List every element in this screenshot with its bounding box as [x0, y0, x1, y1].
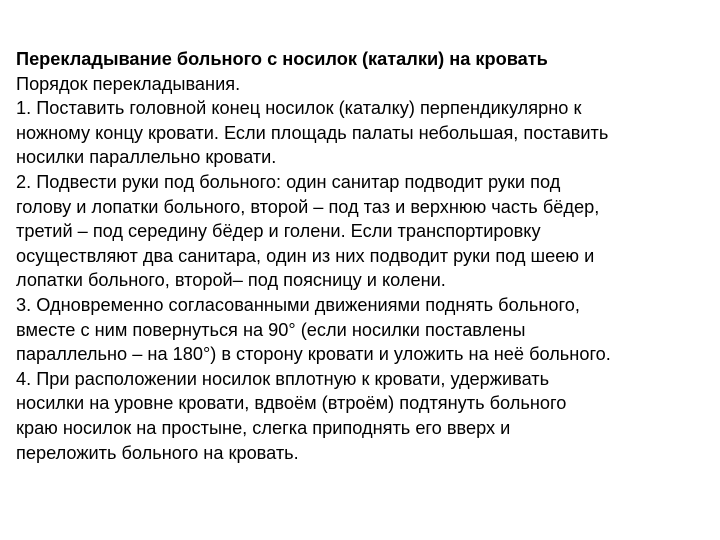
text-line: 1. Поставить головной конец носилок (каталку) перпендикулярно к	[16, 98, 582, 119]
text-line: ножному концу кровати. Если площадь палаты небольшая, поставить	[16, 122, 609, 143]
text-line: 4. При расположении носилок вплотную к кровати, удерживать	[16, 368, 550, 389]
text-line: Порядок перекладывания.	[16, 73, 241, 94]
text-line: носилки параллельно кровати.	[16, 147, 277, 168]
text-line: краю носилок на простыне, слегка приподнять его вверх и	[16, 417, 511, 438]
text-line: осуществляют два санитара, один из них подводит руки под шеею и	[16, 245, 595, 266]
text-line: 2. Подвести руки под больного: один санитар подводит руки под	[16, 171, 561, 192]
document-body	[16, 47, 716, 465]
text-line: лопатки больного, второй– под поясницу и колени.	[16, 270, 446, 291]
text-line: 3. Одновременно согласованными движениями поднять больного,	[16, 294, 580, 315]
text-line: переложить больного на кровать.	[16, 442, 299, 463]
text-line: вместе с ним повернуться на 90° (если носилки поставлены	[16, 319, 526, 340]
text-line: голову и лопатки больного, второй – под таз и верхнюю часть бёдер,	[16, 196, 600, 217]
text-line: параллельно – на 180°) в сторону кровати и уложить на неё больного.	[16, 344, 611, 365]
text-line: носилки на уровне кровати, вдвоём (втроём) подтянуть больного	[16, 393, 567, 414]
document-title: Перекладывание больного с носилок (каталки) на кровать	[16, 49, 548, 69]
text-line: третий – под середину бёдер и голени. Если транспортировку	[16, 221, 541, 242]
